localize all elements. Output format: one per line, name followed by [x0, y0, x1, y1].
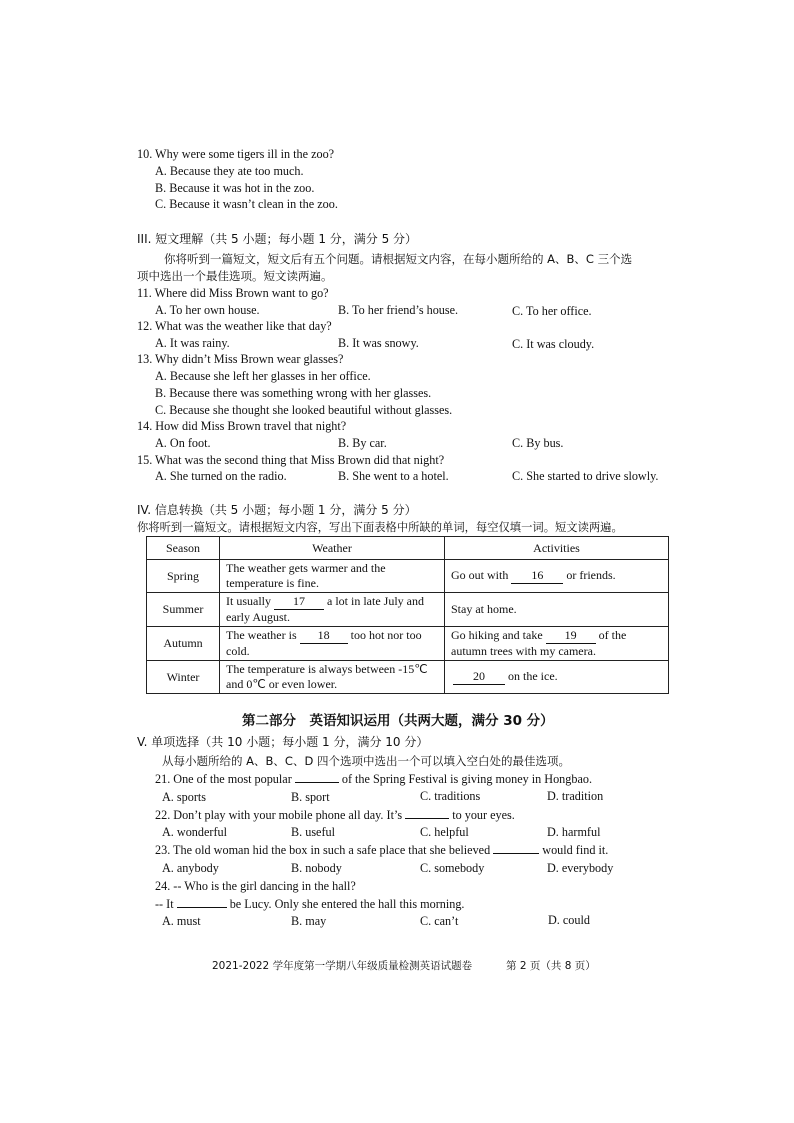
- q15-option-c: C. She started to drive slowly.: [512, 469, 659, 483]
- table-row-autumn: [147, 627, 669, 661]
- weather-text-post: a lot in late July and early August.: [226, 594, 424, 624]
- q22-stem-post: to your eyes.: [452, 808, 515, 822]
- activity-cell: [445, 661, 669, 694]
- q23-option-b: B. nobody: [291, 861, 342, 875]
- q12-stem: 12. What was the weather like that day?: [137, 319, 332, 333]
- weather-text: The weather gets warmer and the temperature is fine.: [226, 561, 386, 590]
- q14-option-b: B. By car.: [338, 436, 387, 450]
- q22-blank[interactable]: [405, 818, 449, 819]
- q21-option-c: C. traditions: [420, 789, 481, 803]
- q21-stem-post: of the Spring Festival is giving money in Hongbao.: [341, 772, 593, 786]
- q11-option-b: B. To her friend’s house.: [338, 303, 459, 317]
- section5-title: V. 单项选择（共 10 小题；每小题 1 分，满分 10 分）: [137, 735, 429, 749]
- q13-option-a: A. Because she left her glasses in her office.: [155, 369, 371, 383]
- q23-option-a: A. anybody: [162, 861, 219, 875]
- q11-option-c: C. To her office.: [512, 304, 592, 318]
- q23-option-c: C. somebody: [420, 861, 485, 875]
- q21-stem: [155, 772, 592, 787]
- q21-option-b: B. sport: [291, 790, 330, 804]
- q24-stem-line2: [155, 897, 464, 912]
- season-cell: Summer: [147, 593, 220, 627]
- answer-blank-18[interactable]: 18: [300, 628, 348, 644]
- q21-option-d: D. tradition: [547, 789, 604, 803]
- season-cell: Winter: [147, 661, 220, 694]
- table-row-spring: [147, 560, 669, 593]
- q24-option-d: D. could: [548, 913, 590, 927]
- q14-option-c: C. By bus.: [512, 436, 564, 450]
- weather-cell: [220, 627, 445, 661]
- q11-option-a: A. To her own house.: [155, 303, 260, 317]
- section3-instruction-line1: 你将听到一篇短文，短文后有五个问题。请根据短文内容，在每小题所给的 A、B、C 三个选: [164, 252, 633, 266]
- part2-title: 第二部分 英语知识运用（共两大题，满分 30 分）: [242, 713, 554, 729]
- q22-stem: [155, 808, 515, 823]
- activity-text-post: on the ice.: [508, 669, 558, 683]
- section3-title: III. 短文理解（共 5 小题；每小题 1 分，满分 5 分）: [137, 232, 418, 246]
- section5-instruction: 从每小题所给的 A、B、C、D 四个选项中选出一个可以填入空白处的最佳选项。: [162, 754, 570, 768]
- q23-stem-pre: 23. The old woman hid the box in such a safe place that she believed: [155, 843, 491, 857]
- q10-option-b: B. Because it was hot in the zoo.: [155, 181, 315, 195]
- q22-option-d: D. harmful: [547, 825, 601, 839]
- section4-instruction: 你将听到一篇短文。请根据短文内容，写出下面表格中所缺的单词，每空仅填一词。短文读两遍。: [137, 521, 623, 534]
- footer-exam-title: 2021-2022 学年度第一学期八年级质量检测英语试题卷: [212, 960, 473, 972]
- q12-option-a: A. It was rainy.: [155, 336, 230, 350]
- q23-blank[interactable]: [493, 853, 539, 854]
- activity-text-pre: Go hiking and take: [451, 628, 543, 642]
- q22-option-a: A. wonderful: [162, 825, 227, 839]
- q24-option-c: C. can’t: [420, 914, 459, 928]
- activity-text-post: of the autumn trees with my camera.: [451, 628, 627, 658]
- activity-cell: [445, 560, 669, 593]
- weather-cell: [220, 560, 445, 593]
- weather-text: The temperature is always between -15℃ and 0℃ or even lower.: [226, 662, 428, 691]
- q15-stem: 15. What was the second thing that Miss Brown did that night?: [137, 453, 445, 467]
- q13-option-b: B. Because there was something wrong with her glasses.: [155, 386, 432, 400]
- header-activities: Activities: [445, 537, 669, 560]
- q21-stem-pre: 21. One of the most popular: [155, 772, 292, 786]
- answer-blank-20[interactable]: 20: [453, 669, 505, 685]
- section3-instruction-line2: 项中选出一个最佳选项。短文读两遍。: [137, 269, 333, 283]
- info-table-header: [147, 537, 669, 560]
- weather-cell: [220, 661, 445, 694]
- activity-text-pre: Go out with: [451, 568, 509, 582]
- q23-stem: [155, 843, 608, 858]
- footer-page-number: 第 2 页（共 8 页）: [506, 960, 596, 972]
- q15-option-b: B. She went to a hotel.: [338, 469, 449, 483]
- q24-stem-pre: -- It: [155, 897, 174, 911]
- q24-blank[interactable]: [177, 907, 227, 908]
- weather-cell: [220, 593, 445, 627]
- q12-option-b: B. It was snowy.: [338, 336, 419, 350]
- q14-option-a: A. On foot.: [155, 436, 211, 450]
- q13-option-c: C. Because she thought she looked beautiful without glasses.: [155, 403, 453, 417]
- q13-stem: 13. Why didn’t Miss Brown wear glasses?: [137, 352, 344, 366]
- q10-option-a: A. Because they ate too much.: [155, 164, 304, 178]
- q24-option-a: A. must: [162, 914, 201, 928]
- table-row-summer: [147, 593, 669, 627]
- q23-stem-post: would find it.: [542, 843, 609, 857]
- q21-blank[interactable]: [295, 782, 339, 783]
- activity-cell: [445, 627, 669, 661]
- weather-text-post: too hot nor too cold.: [226, 628, 422, 658]
- season-cell: Autumn: [147, 627, 220, 661]
- activity-cell: [445, 593, 669, 627]
- activity-text: Stay at home.: [451, 602, 517, 616]
- q12-option-c: C. It was cloudy.: [512, 337, 595, 351]
- q24-stem-line1: 24. -- Who is the girl dancing in the hall?: [155, 879, 356, 893]
- weather-text-pre: It usually: [226, 594, 271, 608]
- q22-option-c: C. helpful: [420, 825, 469, 839]
- header-season: Season: [147, 537, 220, 560]
- answer-blank-19[interactable]: 19: [546, 628, 596, 644]
- weather-text-pre: The weather is: [226, 628, 297, 642]
- answer-blank-16[interactable]: 16: [511, 568, 563, 584]
- q14-stem: 14. How did Miss Brown travel that night?: [137, 419, 347, 433]
- q22-stem-pre: 22. Don’t play with your mobile phone all day. It’s: [155, 808, 403, 822]
- activity-text-post: or friends.: [566, 568, 616, 582]
- q24-stem-post: be Lucy. Only she entered the hall this morning.: [229, 897, 465, 911]
- q11-stem: 11. Where did Miss Brown want to go?: [137, 286, 329, 300]
- q24-option-b: B. may: [291, 914, 327, 928]
- q10-stem: 10. Why were some tigers ill in the zoo?: [137, 147, 335, 161]
- section4-title: IV. 信息转换（共 5 小题；每小题 1 分，满分 5 分）: [137, 503, 417, 517]
- q22-option-b: B. useful: [291, 825, 336, 839]
- q21-option-a: A. sports: [162, 790, 207, 804]
- q15-option-a: A. She turned on the radio.: [155, 469, 287, 483]
- q10-option-c: C. Because it wasn’t clean in the zoo.: [155, 197, 338, 211]
- answer-blank-17[interactable]: 17: [274, 594, 324, 610]
- season-cell: Spring: [147, 560, 220, 593]
- header-weather: Weather: [220, 537, 445, 560]
- info-table: [146, 536, 669, 694]
- table-row-winter: [147, 661, 669, 694]
- q23-option-d: D. everybody: [547, 861, 614, 875]
